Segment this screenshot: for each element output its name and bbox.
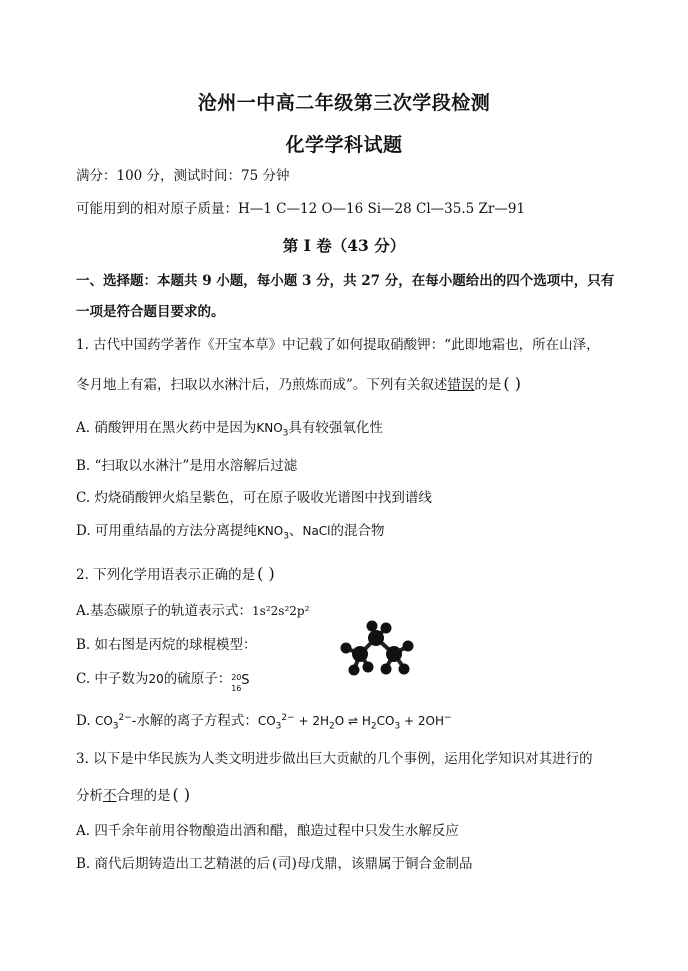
- element-symbol: S: [241, 672, 250, 688]
- hydrolysis-equation: [257, 713, 452, 732]
- q1-option-a: [76, 419, 383, 437]
- q1-emphasis: 错误: [447, 377, 475, 393]
- eq-subscript: 2: [370, 721, 377, 732]
- q2-option-d: [76, 712, 452, 730]
- q2-option-b: B. 如右图是丙烷的球棍模型：: [76, 637, 257, 653]
- q3-option-a: A. 四千余年前用谷物酿造出酒和醋，酿造过程中只发生水解反应: [76, 823, 459, 839]
- formula-kno3: KNO: [256, 421, 283, 435]
- q2-option-a-formula: 1s²2s²2p²: [252, 604, 310, 618]
- eq-part: + 2H: [294, 714, 330, 728]
- q2-option-d-text: D.: [76, 713, 91, 729]
- eq-subscript: 3: [394, 721, 401, 732]
- q2-option-c-tail: 的硫原子：: [163, 671, 232, 687]
- q3-stem-text: 分析: [76, 788, 103, 804]
- ion-base: CO: [94, 714, 113, 728]
- q2-option-d-ion: [94, 713, 132, 732]
- formula-subscript: 3: [282, 428, 289, 439]
- q1-option-a-tail: 具有较强氧化性: [288, 420, 383, 436]
- q1-option-a-formula: [256, 421, 289, 439]
- atomic-mass-line: 可能用到的相对原子质量：H—1 C—12 O—16 Si—28 Cl—35.5 Zr—91: [76, 201, 526, 217]
- q1-stem-end: 的是: [474, 377, 502, 393]
- q1-option-d-formula2: NaCl: [302, 524, 331, 538]
- q1-option-c: C. 灼烧硝酸钾火焰呈紫色，可在原子吸收光谱图中找到谱线: [76, 490, 432, 506]
- formula-kno3: KNO: [256, 524, 284, 538]
- q3-option-b-tail: 母戊鼎，该鼎属于铜合金制品: [296, 856, 473, 872]
- eq-part: O ⇌ H: [334, 714, 371, 728]
- formula-subscript: 3: [283, 531, 289, 542]
- eq-part: CO: [376, 714, 395, 728]
- q2-option-a: [76, 602, 309, 620]
- q2-option-a-text: A.基态碳原子的轨道表示式：: [76, 603, 253, 619]
- q1-option-a-text: A. 硝酸钾用在黑火药中是因为: [76, 420, 257, 436]
- ball-stick-model-image: [338, 620, 414, 678]
- q1-option-b: B. “扫取以水淋汁”是用水溶解后过滤: [76, 458, 298, 474]
- q1-option-d-text: D. 可用重结晶的方法分离提纯: [76, 523, 257, 539]
- section-instructions-1: 一、选择题：本题共 9 小题，每小题 3 分，共 27 分，在每小题给出的四个选项中，只有: [76, 273, 615, 289]
- exam-subtitle: 化学学科试题: [285, 134, 403, 156]
- sulfur-isotope: [231, 671, 255, 693]
- q2-stem: [76, 565, 275, 584]
- q3-stem-line2: [76, 786, 190, 805]
- eq-charge: 2−: [281, 713, 295, 723]
- q3-stem-end: 合理的是: [116, 788, 171, 804]
- q3-option-b-paren: (司): [272, 856, 297, 872]
- atomic-number: 16: [231, 683, 242, 693]
- q2-option-c-number: 20: [148, 672, 164, 686]
- q1-option-d-sep: 、: [288, 523, 303, 539]
- section-title: 第 I 卷（43 分）: [282, 236, 406, 255]
- eq-subscript: 3: [275, 721, 282, 732]
- eq-part: CO: [257, 714, 276, 728]
- q3-option-b: [76, 855, 472, 873]
- mass-number: 20: [231, 672, 242, 682]
- ion-subscript: 3: [112, 721, 119, 732]
- q1-answer-paren: ( ): [503, 374, 521, 393]
- q3-answer-paren: ( ): [172, 785, 191, 804]
- section-instructions-2: 一项是符合题目要求的。: [76, 304, 225, 320]
- q2-answer-paren: ( ): [257, 564, 275, 583]
- exam-title: 沧州一中高二年级第三次学段检测: [197, 92, 491, 114]
- q2-option-d-mid: -水解的离子方程式：: [131, 713, 258, 729]
- eq-part: + 2OH: [400, 714, 445, 728]
- q3-emphasis: 不: [103, 788, 117, 804]
- q2-option-c: [76, 670, 255, 693]
- q1-stem-line1: 1. 古代中国药学著作《开宝本草》中记载了如何提取硝酸钾：“此即地霜也，所在山泽，: [76, 337, 600, 353]
- q1-option-d-formula1: [256, 524, 289, 542]
- eq-subscript: 2: [329, 721, 335, 732]
- score-line: 满分：100 分，测试时间：75 分钟: [76, 168, 290, 184]
- eq-charge: −: [444, 713, 452, 723]
- q3-option-b-text: B. 商代后期铸造出工艺精湛的后: [76, 856, 271, 872]
- q1-option-d-tail: 的混合物: [330, 523, 385, 539]
- q1-option-d: [76, 522, 385, 540]
- q2-stem-text: 2. 下列化学用语表示正确的是: [76, 567, 256, 583]
- q2-option-c-text: C. 中子数为: [76, 671, 149, 687]
- ion-charge: 2−: [118, 713, 132, 723]
- q3-stem-line1: 3. 以下是中华民族为人类文明进步做出巨大贡献的几个事例，运用化学知识对其进行的: [76, 751, 593, 767]
- q1-stem-text: 冬月地上有霜，扫取以水淋汁后，乃煎炼而成”。下列有关叙述: [76, 377, 448, 393]
- q1-stem-line2: [76, 375, 521, 394]
